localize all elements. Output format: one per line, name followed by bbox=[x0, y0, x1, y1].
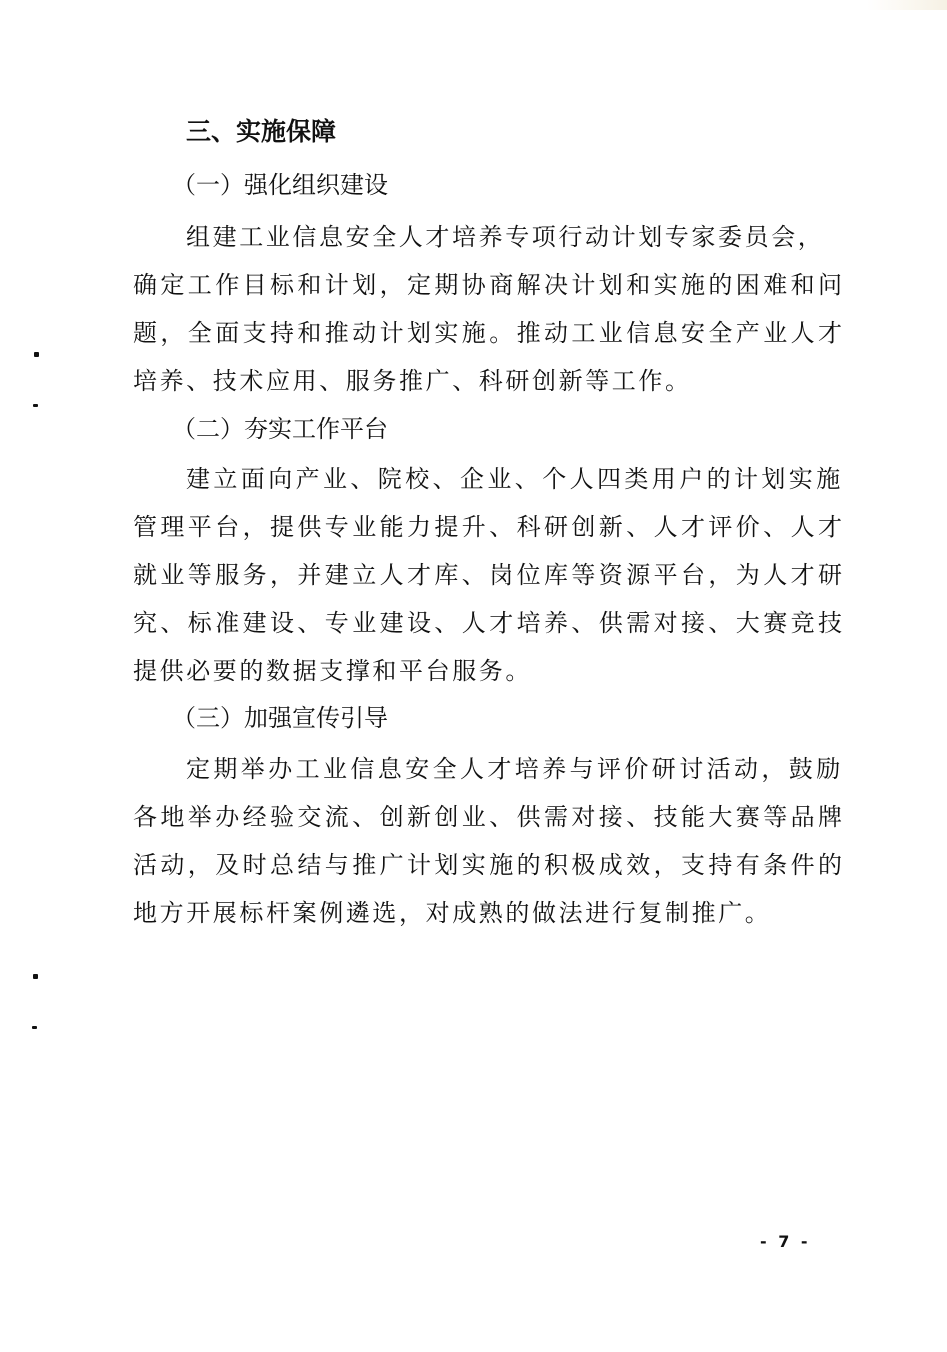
section-title: 三、实施保障 bbox=[186, 117, 337, 146]
scan-corner-tint bbox=[867, 0, 947, 10]
paragraph-line: 建立面向产业、院校、企业、个人四类用户的计划实施 bbox=[186, 465, 844, 493]
paragraph-line: 组建工业信息安全人才培养专项行动计划专家委员会， bbox=[186, 223, 825, 251]
paragraph-line: 地方开展标杆案例遴选，对成熟的做法进行复制推广。 bbox=[133, 899, 772, 927]
binding-hole-mark bbox=[34, 352, 39, 357]
paragraph-line: 题，全面支持和推动计划实施。推动工业信息安全产业人才 bbox=[133, 319, 846, 347]
paragraph-line: 活动，及时总结与推广计划实施的积极成效，支持有条件的 bbox=[133, 851, 846, 879]
subsection-heading-3: （三）加强宣传引导 bbox=[172, 704, 388, 732]
paragraph-line: 提供必要的数据支撑和平台服务。 bbox=[133, 657, 532, 685]
paragraph-line: 管理平台，提供专业能力提升、科研创新、人才评价、人才 bbox=[133, 513, 846, 541]
binding-hole-mark bbox=[33, 404, 38, 407]
page-number: - 7 - bbox=[760, 1232, 811, 1251]
paragraph-line: 究、标准建设、专业建设、人才培养、供需对接、大赛竞技 bbox=[133, 609, 846, 637]
paragraph-line: 就业等服务，并建立人才库、岗位库等资源平台，为人才研 bbox=[133, 561, 846, 589]
paragraph-line: 确定工作目标和计划，定期协商解决计划和实施的困难和问 bbox=[133, 271, 846, 299]
subsection-heading-2: （二）夯实工作平台 bbox=[172, 415, 388, 443]
paragraph-line: 培养、技术应用、服务推广、科研创新等工作。 bbox=[133, 367, 692, 395]
subsection-heading-1: （一）强化组织建设 bbox=[172, 171, 388, 199]
paragraph-line: 各地举办经验交流、创新创业、供需对接、技能大赛等品牌 bbox=[133, 803, 846, 831]
binding-hole-mark bbox=[33, 974, 38, 979]
paragraph-line: 定期举办工业信息安全人才培养与评价研讨活动，鼓励 bbox=[186, 755, 844, 783]
binding-hole-mark bbox=[32, 1026, 37, 1029]
